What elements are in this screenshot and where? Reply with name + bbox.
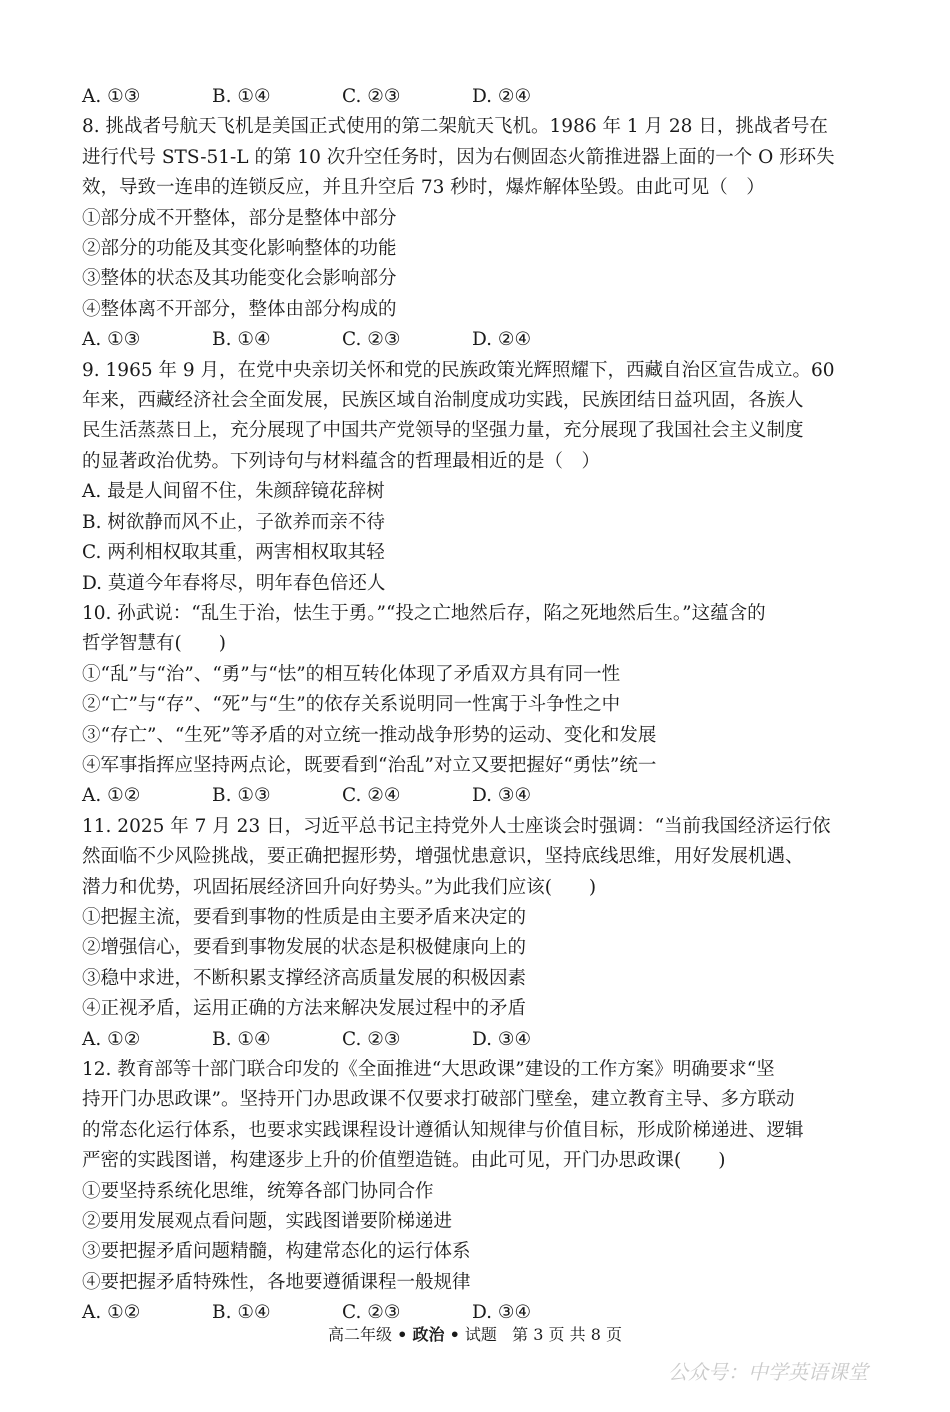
question-stem-line: 12. 教育部等十部门联合印发的《全面推进“大思政课”建设的工作方案》明确要求“坚 xyxy=(82,1059,775,1080)
choice-b: B. 树欲静而风不止，子欲养而亲不待 xyxy=(82,511,385,533)
statement-item: ①“乱”与“治”、“勇”与“怯”的相互转化体现了矛盾双方具有同一性 xyxy=(82,663,621,685)
option-b: B. ①④ xyxy=(212,329,271,351)
statement-item: ③“存亡”、“生死”等矛盾的对立统一推动战争形势的运动、变化和发展 xyxy=(82,724,657,746)
option-a: A. ①② xyxy=(82,1302,141,1324)
option-a: A. ①② xyxy=(82,1028,141,1050)
statement-item: ②增强信心，要看到事物发展的状态是积极健康向上的 xyxy=(82,937,527,959)
option-c: C. ②④ xyxy=(342,785,401,807)
question-stem-line: 效，导致一连串的连锁反应，并且升空后 73 秒时，爆炸解体坠毁。由此可见（ ） xyxy=(82,177,765,199)
question-stem-line: 民生活蒸蒸日上，充分展现了中国共产党领导的坚强力量，充分展现了我国社会主义制度 xyxy=(82,420,804,442)
choice-c: C. 两利相权取其重，两害相权取其轻 xyxy=(82,542,385,564)
statement-item: ②部分的功能及其变化影响整体的功能 xyxy=(82,238,397,260)
question-10 xyxy=(82,599,872,812)
footer-subject: 政治 xyxy=(412,1325,445,1344)
statement-item: ④正视矛盾，运用正确的方法来解决发展过程中的矛盾 xyxy=(82,998,527,1020)
q10-options xyxy=(82,781,872,811)
question-stem-line: 的常态化运行体系，也要求实践课程设计遵循认知规律与价值目标，形成阶梯递进、逻辑 xyxy=(82,1119,804,1141)
option-c: C. ②③ xyxy=(342,1028,401,1050)
question-stem-line: 的显著政治优势。下列诗句与材料蕴含的哲理最相近的是（ ） xyxy=(82,450,601,472)
option-d: D. ②④ xyxy=(472,329,532,351)
exam-page xyxy=(82,82,872,1329)
option-c: C. ②③ xyxy=(342,329,401,351)
statement-item: ②要用发展观点看问题，实践图谱要阶梯递进 xyxy=(82,1211,453,1233)
statement-item: ③整体的状态及其功能变化会影响部分 xyxy=(82,268,397,290)
footer-page-info: 第 3 页 共 8 页 xyxy=(512,1325,622,1344)
option-c: C. ②③ xyxy=(342,86,401,107)
statement-item: ④军事指挥应坚持两点论，既要看到“治乱”对立又要把握好“勇怯”统一 xyxy=(82,754,657,776)
question-stem-line: 11. 2025 年 7 月 23 日，习近平总书记主持党外人士座谈会时强调：“当前我国经济运行依 xyxy=(82,815,831,837)
question-stem-line: 年来，西藏经济社会全面发展，民族区域自治制度成功实践，民族团结日益巩固，各族人 xyxy=(82,390,804,412)
question-8 xyxy=(82,112,872,355)
question-11 xyxy=(82,812,872,1055)
statement-item: ①要坚持系统化思维，统筹各部门协同合作 xyxy=(82,1180,434,1202)
question-9 xyxy=(82,356,872,599)
question-stem-line: 10. 孙武说：“乱生于治，怯生于勇。”“投之亡地然后存，陷之死地然后生。”这蕴含的 xyxy=(82,602,766,624)
watermark: 公众号：中学英语课堂 xyxy=(668,1360,868,1384)
statement-item: ①把握主流，要看到事物的性质是由主要矛盾来决定的 xyxy=(82,906,527,928)
option-c: C. ②③ xyxy=(342,1302,401,1324)
question-stem-line: 潜力和优势，巩固拓展经济回升向好势头。”为此我们应该( ) xyxy=(82,876,597,898)
question-stem-line: 严密的实践图谱，构建逐步上升的价值塑造链。由此可见，开门办思政课( ) xyxy=(82,1150,726,1172)
question-stem-line: 进行代号 STS-51-L 的第 10 次升空任务时，因为右侧固态火箭推进器上面的一个 O 形环失 xyxy=(82,146,835,168)
option-d: D. ②④ xyxy=(472,86,532,107)
page-footer xyxy=(0,1322,950,1345)
q8-options xyxy=(82,325,872,355)
statement-item: ②“亡”与“存”、“死”与“生”的依存关系说明同一性寓于斗争性之中 xyxy=(82,694,621,716)
choice-a: A. 最是人间留不住，朱颜辞镜花辞树 xyxy=(82,481,385,503)
footer-kind: 试题 xyxy=(464,1325,497,1344)
option-b: B. ①④ xyxy=(212,86,271,107)
footer-dot: • xyxy=(397,1325,408,1344)
statement-item: ④整体离不开部分，整体由部分构成的 xyxy=(82,298,397,320)
question-stem-line: 然面临不少风险挑战，要正确把握形势，增强忧患意识，坚持底线思维，用好发展机遇、 xyxy=(82,846,804,868)
option-d: D. ③④ xyxy=(472,1028,532,1050)
option-a: A. ①③ xyxy=(82,329,141,351)
question-stem-line: 8. 挑战者号航天飞机是美国正式使用的第二架航天飞机。1986 年 1 月 28 日，挑战者号在 xyxy=(82,116,828,138)
question-stem-line: 9. 1965 年 9 月，在党中央亲切关怀和党的民族政策光辉照耀下，西藏自治区宣告成立。60 xyxy=(82,359,835,381)
option-d: D. ③④ xyxy=(472,1302,532,1324)
q11-options xyxy=(82,1025,872,1055)
statement-item: ③要把握矛盾问题精髓，构建常态化的运行体系 xyxy=(82,1241,471,1263)
option-d: D. ③④ xyxy=(472,785,532,807)
option-b: B. ①④ xyxy=(212,1302,271,1324)
option-b: B. ①④ xyxy=(212,1028,271,1050)
statement-item: ①部分成不开整体，部分是整体中部分 xyxy=(82,207,397,229)
footer-grade: 高二年级 xyxy=(328,1325,393,1344)
question-stem-line: 哲学智慧有( ) xyxy=(82,633,226,655)
choice-d: D. 莫道今年春将尽，明年春色倍还人 xyxy=(82,572,386,594)
option-a: A. ①③ xyxy=(82,86,141,107)
option-b: B. ①③ xyxy=(212,785,271,807)
statement-item: ③稳中求进，不断积累支撑经济高质量发展的积极因素 xyxy=(82,967,527,989)
q7-options xyxy=(82,82,872,112)
option-a: A. ①② xyxy=(82,785,141,807)
question-12 xyxy=(82,1055,872,1329)
question-stem-line: 持开门办思政课”。坚持开门办思政课不仅要求打破部门壁垒，建立教育主导、多方联动 xyxy=(82,1089,795,1111)
statement-item: ④要把握矛盾特殊性，各地要遵循课程一般规律 xyxy=(82,1271,471,1293)
footer-dot: • xyxy=(449,1325,460,1344)
